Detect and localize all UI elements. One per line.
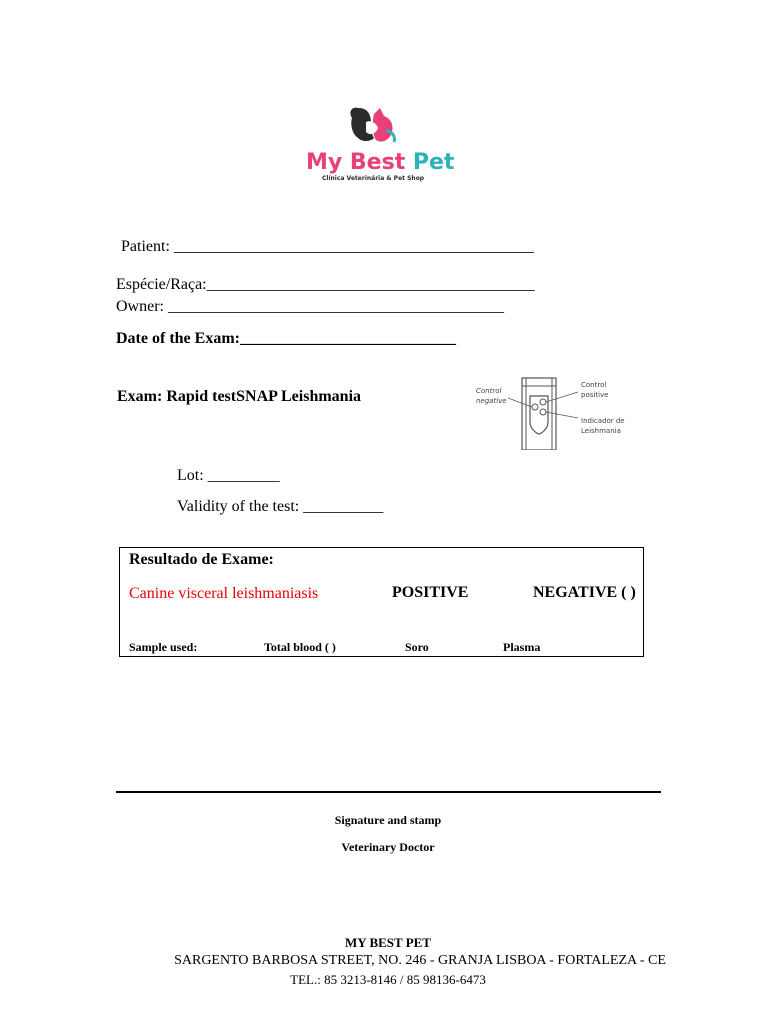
label-control-negative-2: negative (476, 397, 507, 405)
doctor-label: Veterinary Doctor (341, 840, 435, 854)
result-box (119, 547, 644, 657)
validity-field: Validity of the test: __________ (177, 498, 384, 515)
label-indicator-2: Leishmania (581, 427, 621, 435)
positive-option: POSITIVE (392, 584, 469, 601)
footer-name: MY BEST PET (345, 935, 431, 950)
exam-type: Exam: Rapid testSNAP Leishmania (117, 388, 362, 405)
brand-word-my: My (306, 150, 343, 175)
label-control-negative-1: Control (476, 387, 502, 395)
species-field: Espécie/Raça:_________________________________________ (116, 276, 535, 293)
logo-subtitle: Clínica Veterinária & Pet Shop (322, 175, 425, 182)
clinic-logo (300, 100, 460, 190)
exam-date-field: Date of the Exam:___________________________ (116, 330, 456, 347)
patient-field: Patient: _____________________________________________ (121, 238, 534, 255)
sample-used-label: Sample used: (129, 640, 198, 654)
brand-word-pet: Pet (412, 150, 455, 175)
label-control-positive-1: Control (581, 381, 607, 389)
total-blood-option: Total blood ( ) (264, 640, 336, 654)
footer-tel: TEL.: 85 3213-8146 / 85 98136-6473 (290, 972, 486, 987)
disease-name: Canine visceral leishmaniasis (129, 585, 319, 602)
owner-field: Owner: __________________________________________ (116, 298, 504, 315)
brand-word-best: Best (349, 150, 406, 175)
plasma-option: Plasma (503, 640, 541, 654)
lot-field: Lot: _________ (177, 467, 280, 484)
soro-option: Soro (405, 640, 429, 654)
negative-option: NEGATIVE ( ) (533, 584, 636, 601)
signature-line (116, 791, 661, 793)
signature-label: Signature and stamp (334, 813, 442, 827)
label-control-positive-2: positive (581, 391, 609, 399)
result-title: Resultado de Exame: (129, 551, 274, 568)
label-indicator-1: Indicador de (581, 417, 625, 425)
snap-test-diagram (470, 376, 630, 450)
footer-address: SARGENTO BARBOSA STREET, NO. 246 - GRANJA LISBOA - FORTALEZA - CE (174, 953, 666, 968)
